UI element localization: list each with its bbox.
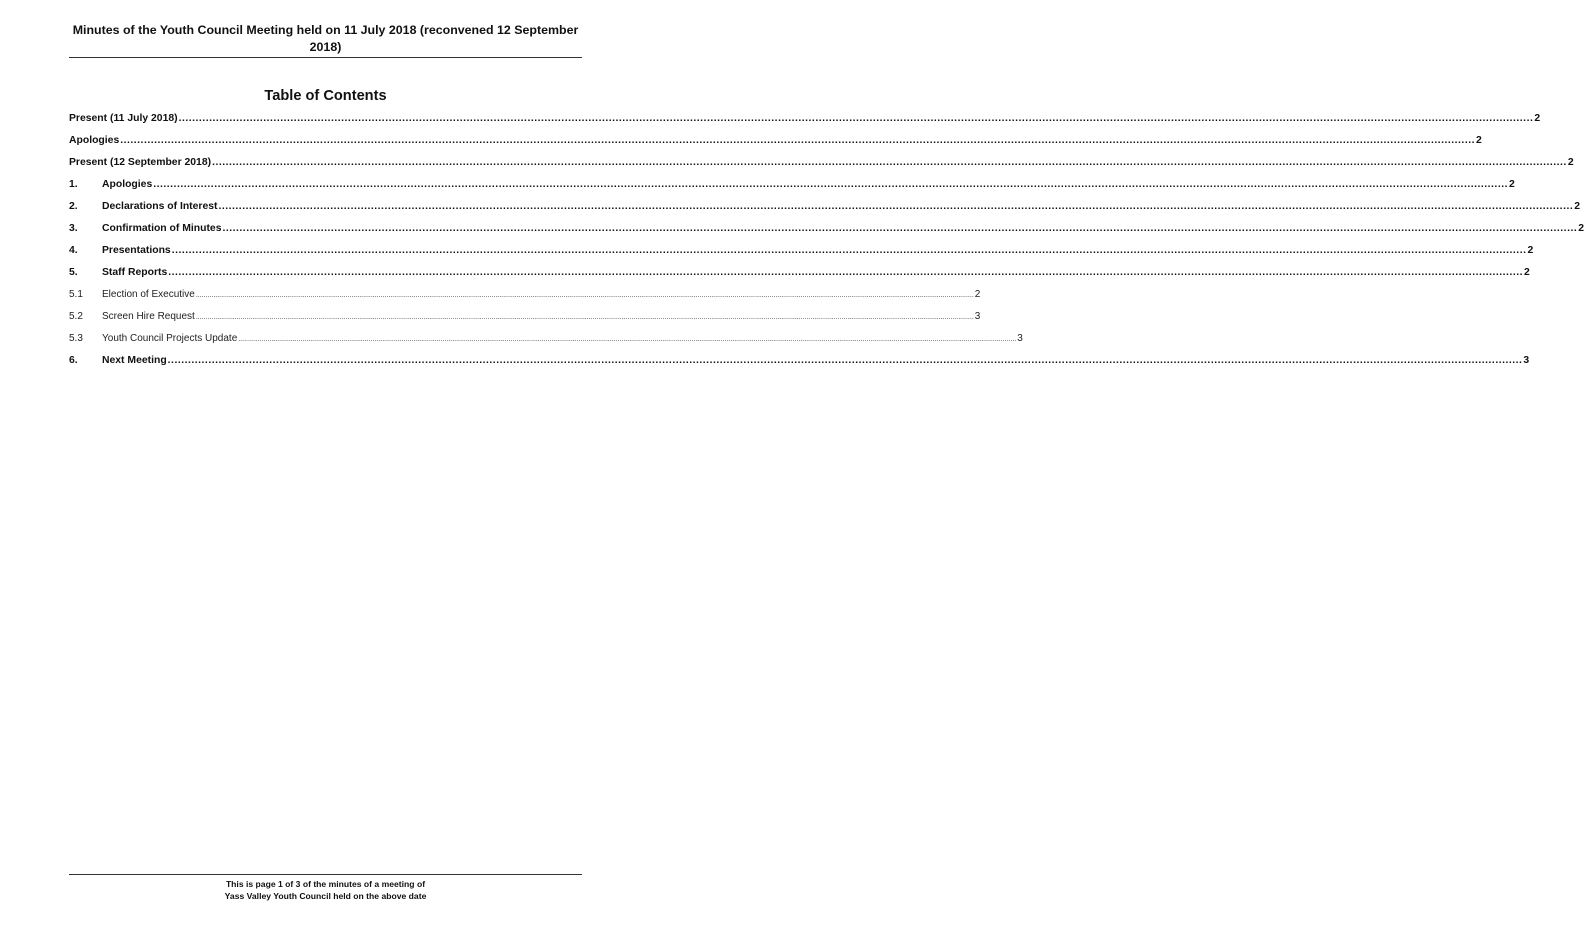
toc-title: Table of Contents [264,88,387,104]
toc-entry-page-number[interactable]: 3 [974,311,981,322]
toc-dot-leader: ................................................................................................................................................................................................................................................................................................................................................................................................................ [218,201,1574,212]
toc-entry-text[interactable]: Election of Executive [102,289,195,300]
toc-entry-number: 1. [69,179,78,190]
toc-entry[interactable] [69,154,1574,176]
page-footer [69,878,582,902]
toc-entry-page-number[interactable]: 2 [1524,267,1530,278]
toc-entry-text[interactable]: Present (12 September 2018) [69,157,212,168]
toc-entry-page-number[interactable]: 2 [1475,135,1482,146]
toc-dot-leader: ................................................................................................................................................................................................................................................................................................................................................................................................................ [167,355,1523,366]
toc-entry-number: 5.1 [69,289,83,300]
toc-entry-page-number[interactable]: 2 [1574,201,1581,212]
toc-entry-page-number[interactable]: 2 [1508,179,1515,190]
toc-dot-leader: ................................................................................................................................................................................................................................................................................................................................................................................................................ [153,179,1508,190]
toc-entry-text[interactable]: Declarations of Interest [102,201,218,212]
toc-entry-text[interactable]: Staff Reports [102,267,168,278]
toc-dot-leader: ................................................................................................................................................................................................................................................................................................................................................................................................................ [195,292,974,299]
toc-entry-page-number[interactable]: 2 [1527,245,1534,256]
toc-entry-page-number[interactable]: 2 [1578,223,1584,234]
toc-entry-page-number[interactable]: 2 [974,289,981,300]
toc-entry-number: 2. [69,201,78,212]
toc-entry[interactable] [69,132,1482,154]
toc-dot-leader: ................................................................................................................................................................................................................................................................................................................................................................................................................ [195,314,974,321]
toc-dot-leader: ................................................................................................................................................................................................................................................................................................................................................................................................................ [171,245,1527,256]
toc-entry-page-number[interactable]: 3 [1523,355,1530,366]
toc-dot-leader: ................................................................................................................................................................................................................................................................................................................................................................................................................ [222,223,1578,234]
page-header [69,22,582,56]
toc-entry-text[interactable]: Apologies [102,179,153,190]
toc-entry-text[interactable]: Presentations [102,245,171,256]
toc-dot-leader: ................................................................................................................................................................................................................................................................................................................................................................................................................ [212,157,1567,168]
table-of-contents [69,110,1584,374]
toc-entry-number: 6. [69,355,78,366]
toc-entry-text[interactable]: Youth Council Projects Update [102,333,238,344]
toc-entry[interactable] [69,176,1515,198]
toc-entry-page-number[interactable]: 2 [1534,113,1541,124]
toc-entry[interactable] [69,198,1581,220]
toc-entry-number: 3. [69,223,78,234]
toc-entry-number: 4. [69,245,78,256]
toc-entry-number: 5.3 [69,333,83,344]
toc-entry-number: 5.2 [69,311,83,322]
toc-entry[interactable] [69,308,981,330]
toc-entry[interactable] [69,110,1541,132]
toc-entry-text[interactable]: Next Meeting [102,355,167,366]
toc-entry[interactable] [69,286,981,308]
header-title-line-1: Minutes of the Youth Council Meeting held on 11 July 2018 (reconvened 12 September [72,23,579,37]
toc-entry-text[interactable]: Apologies [69,135,120,146]
toc-entry[interactable] [69,352,1530,374]
toc-dot-leader: ................................................................................................................................................................................................................................................................................................................................................................................................................ [120,135,1475,146]
toc-entry-page-number[interactable]: 2 [1567,157,1574,168]
toc-entry-text[interactable]: Screen Hire Request [102,311,195,322]
toc-entry[interactable] [69,220,1584,242]
footer-line-2: Yass Valley Youth Council held on the above date [224,891,427,901]
toc-entry-text[interactable]: Present (11 July 2018) [69,113,178,124]
toc-dot-leader: ................................................................................................................................................................................................................................................................................................................................................................................................................ [168,267,1523,278]
toc-entry-text[interactable]: Confirmation of Minutes [102,223,222,234]
toc-entry[interactable] [69,242,1534,264]
toc-entry[interactable] [69,330,1023,352]
toc-entry-page-number[interactable]: 3 [1017,333,1023,344]
footer-line-1: This is page 1 of 3 of the minutes of a meeting of [225,879,426,889]
toc-entry[interactable] [69,264,1530,286]
footer-divider [69,874,582,875]
header-title-line-2: 2018) [309,40,342,54]
toc-dot-leader: ................................................................................................................................................................................................................................................................................................................................................................................................................ [238,336,1017,343]
toc-dot-leader: ................................................................................................................................................................................................................................................................................................................................................................................................................ [178,113,1534,124]
header-divider [69,57,582,58]
toc-entry-number: 5. [69,267,78,278]
